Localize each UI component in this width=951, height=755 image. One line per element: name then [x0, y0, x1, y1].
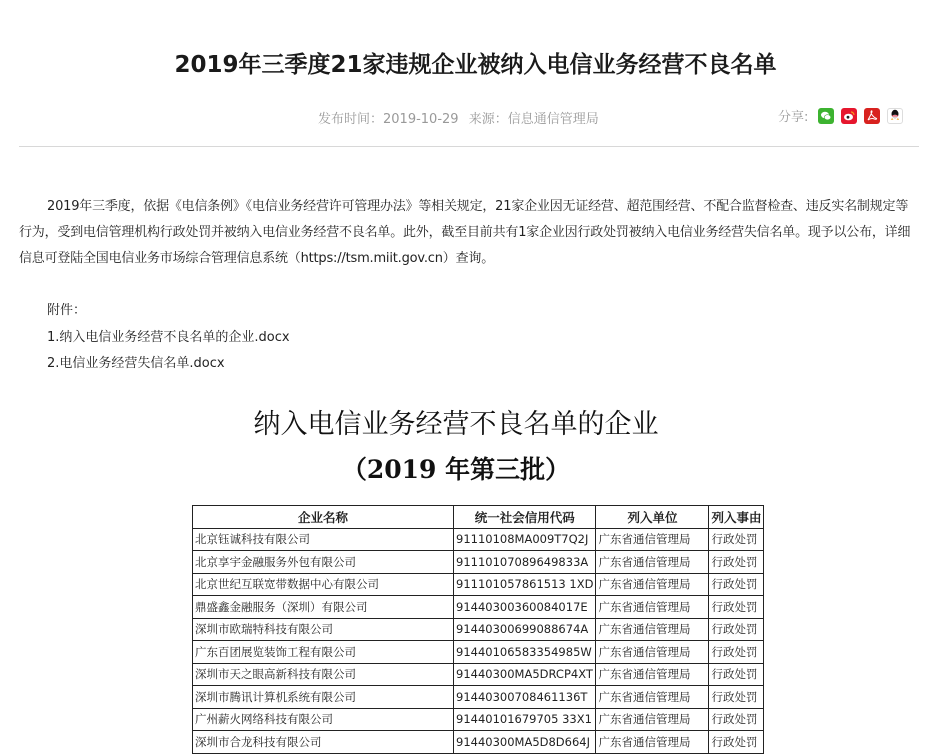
cell-authority: 广东省通信管理局 [596, 686, 709, 709]
cell-authority: 广东省通信管理局 [596, 618, 709, 641]
cell-reason: 行政处罚 [709, 686, 764, 709]
publish-date: 发布时间：2019-10-29 [318, 112, 459, 127]
wechat-icon[interactable] [818, 108, 834, 124]
cell-credit-code: 91440101679705 33X1 [454, 708, 596, 731]
table-row [193, 641, 764, 664]
pdf-icon[interactable] [864, 108, 880, 124]
cell-credit-code: 91440300708461136T [454, 686, 596, 709]
cell-authority: 广东省通信管理局 [596, 641, 709, 664]
col-header-authority: 列入单位 [596, 506, 709, 529]
col-header-reason: 列入事由 [709, 506, 764, 529]
cell-reason: 行政处罚 [709, 528, 764, 551]
cell-company: 北京享宇金融服务外包有限公司 [193, 551, 454, 574]
article-title: 2019年三季度21家违规企业被纳入电信业务经营不良名单 [174, 52, 777, 79]
cell-authority: 广东省通信管理局 [596, 731, 709, 754]
share-bar [778, 106, 910, 125]
cell-credit-code: 91440300MA5D8D664J [454, 731, 596, 754]
table-row [193, 528, 764, 551]
cell-company: 北京世纪互联宽带数据中心有限公司 [193, 573, 454, 596]
cell-credit-code: 91440300360084017E [454, 596, 596, 619]
cell-credit-code: 911101057861513 1XD [454, 573, 596, 596]
document-title: 纳入电信业务经营不良名单的企业 [253, 409, 659, 440]
col-header-company: 企业名称 [193, 506, 454, 529]
cell-company: 北京钰诚科技有限公司 [193, 528, 454, 551]
share-label: 分享: [778, 110, 809, 125]
article-meta [318, 108, 605, 127]
cell-credit-code: 91110107089649833A [454, 551, 596, 574]
cell-reason: 行政处罚 [709, 618, 764, 641]
weibo-icon[interactable] [841, 108, 857, 124]
table-row [193, 731, 764, 754]
table-row [193, 686, 764, 709]
table-row [193, 596, 764, 619]
cell-reason: 行政处罚 [709, 551, 764, 574]
blacklist-table [192, 505, 764, 754]
article-body: 2019年三季度，依据《电信条例》《电信业务经营许可管理办法》等相关规定，21家企业因无证经营、超范围经营、不配合监督检查、违反实名制规定等行为，受到电信管理机构行政处罚并被纳入电信业务经营不良名单。此外，截至目前共有1家企业因行政处罚被纳入电信业务经营失信名单。现予以公布，详细信息可登陆全国电信业务市场综合管理信息系统（https://tsm.miit.gov.cn）查询。 [19, 199, 911, 266]
attachments-label: 附件： [47, 303, 87, 318]
cell-company: 广东百团展览装饰工程有限公司 [193, 641, 454, 664]
cell-authority: 广东省通信管理局 [596, 551, 709, 574]
table-row [193, 663, 764, 686]
cell-reason: 行政处罚 [709, 663, 764, 686]
cell-credit-code: 91110108MA009T7Q2J [454, 528, 596, 551]
attachment-link-2[interactable]: 2.电信业务经营失信名单.docx [47, 356, 225, 371]
cell-credit-code: 91440106583354985W [454, 641, 596, 664]
cell-authority: 广东省通信管理局 [596, 528, 709, 551]
cell-company: 深圳市腾讯计算机系统有限公司 [193, 686, 454, 709]
cell-reason: 行政处罚 [709, 596, 764, 619]
col-header-credit-code: 统一社会信用代码 [454, 506, 596, 529]
cell-authority: 广东省通信管理局 [596, 596, 709, 619]
attachment-link-1[interactable]: 1.纳入电信业务经营不良名单的企业.docx [47, 330, 290, 345]
cell-reason: 行政处罚 [709, 573, 764, 596]
cell-company: 深圳市欧瑞特科技有限公司 [193, 618, 454, 641]
header-divider [19, 146, 919, 147]
table-row [193, 708, 764, 731]
cell-authority: 广东省通信管理局 [596, 663, 709, 686]
table-row [193, 551, 764, 574]
cell-company: 深圳市天之眼高新科技有限公司 [193, 663, 454, 686]
table-row [193, 618, 764, 641]
article-source: 来源：信息通信管理局 [468, 112, 599, 127]
cell-reason: 行政处罚 [709, 731, 764, 754]
cell-reason: 行政处罚 [709, 641, 764, 664]
document-subtitle: （2019 年第三批） [341, 455, 571, 484]
table-row [193, 573, 764, 596]
qq-icon[interactable] [887, 108, 903, 124]
cell-credit-code: 91440300MA5DRCP4XT [454, 663, 596, 686]
cell-company: 鼎盛鑫金融服务（深圳）有限公司 [193, 596, 454, 619]
table-header-row [193, 506, 764, 529]
cell-company: 深圳市合龙科技有限公司 [193, 731, 454, 754]
cell-authority: 广东省通信管理局 [596, 573, 709, 596]
cell-reason: 行政处罚 [709, 708, 764, 731]
cell-credit-code: 91440300699088674A [454, 618, 596, 641]
cell-company: 广州薪火网络科技有限公司 [193, 708, 454, 731]
cell-authority: 广东省通信管理局 [596, 708, 709, 731]
